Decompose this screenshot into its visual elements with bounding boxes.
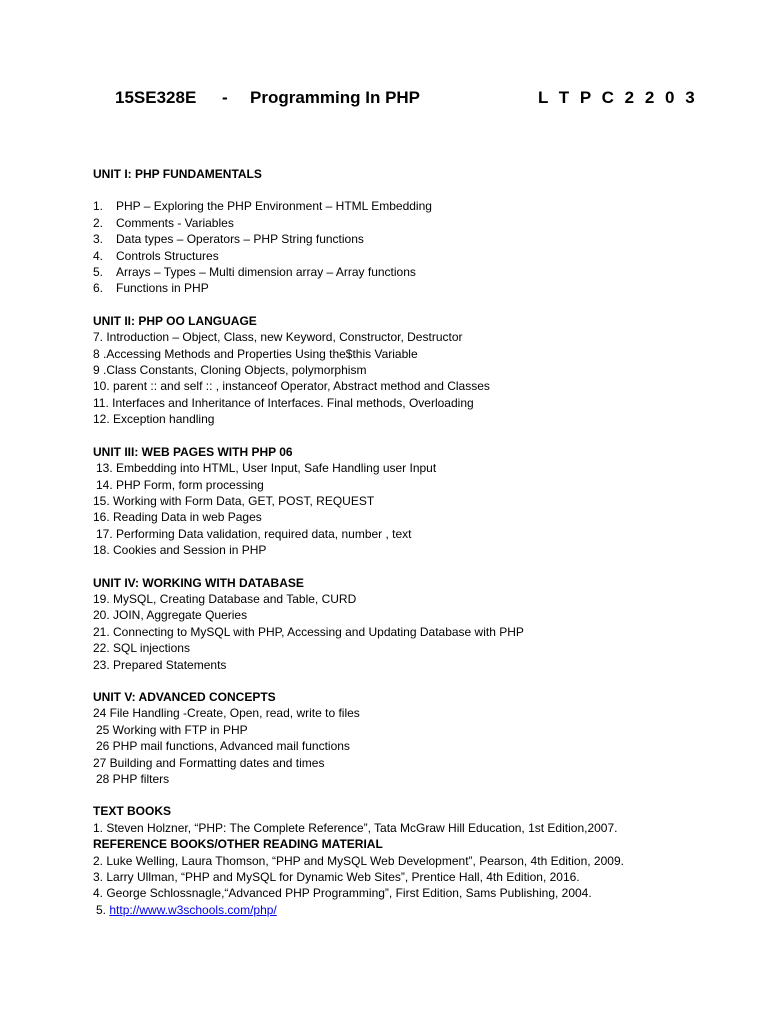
item-number: 2. xyxy=(93,215,104,230)
item-text: Functions in PHP xyxy=(116,281,209,296)
item-text: Comments - Variables xyxy=(116,215,234,230)
unit-3-section xyxy=(93,444,733,559)
text-books-title: TEXT BOOKS xyxy=(93,804,172,819)
course-header xyxy=(115,88,698,114)
list-item: 13. Embedding into HTML, User Input, Safe Handling user Input xyxy=(96,461,437,476)
list-item: 16. Reading Data in web Pages xyxy=(93,510,262,525)
credit-pattern: L T P C 2 2 0 3 xyxy=(538,88,698,107)
list-item: 22. SQL injections xyxy=(93,641,190,656)
item-text: Controls Structures xyxy=(116,248,219,263)
list-item: 8 .Accessing Methods and Properties Using the$this Variable xyxy=(93,346,418,361)
list-item: 7. Introduction – Object, Class, new Keyword, Constructor, Destructor xyxy=(93,330,463,345)
unit-4-section xyxy=(93,575,733,673)
text-book-entry: 1. Steven Holzner, “PHP: The Complete Reference”, Tata McGraw Hill Education, 1st Edition,2007. xyxy=(93,820,618,835)
list-item xyxy=(93,231,733,247)
list-item: 28 PHP filters xyxy=(96,772,170,786)
reference-link-entry xyxy=(93,902,733,918)
item-number: 4. xyxy=(93,248,104,263)
header-dash: - xyxy=(222,88,228,107)
list-item: 15. Working with Form Data, GET, POST, REQUEST xyxy=(93,493,375,508)
unit-2-title: UNIT II: PHP OO LANGUAGE xyxy=(93,313,257,328)
item-number: 3. xyxy=(93,232,104,247)
list-item: 21. Connecting to MySQL with PHP, Accessing and Updating Database with PHP xyxy=(93,624,524,639)
list-item: 24 File Handling -Create, Open, read, write to files xyxy=(93,706,360,721)
unit-3-title: UNIT III: WEB PAGES WITH PHP 06 xyxy=(93,444,293,459)
unit-4-title: UNIT IV: WORKING WITH DATABASE xyxy=(93,575,304,590)
syllabus-content xyxy=(93,166,733,934)
list-item xyxy=(93,280,733,296)
item-text: PHP – Exploring the PHP Environment – HTML Embedding xyxy=(116,199,432,214)
list-item: 19. MySQL, Creating Database and Table, CURD xyxy=(93,591,357,606)
list-item: 18. Cookies and Session in PHP xyxy=(93,543,267,558)
list-item xyxy=(93,198,733,214)
item-text: Data types – Operators – PHP String functions xyxy=(116,232,364,247)
list-item: 10. parent :: and self :: , instanceof Operator, Abstract method and Classes xyxy=(93,379,490,394)
item-number: 5. xyxy=(93,265,104,280)
course-title: Programming In PHP xyxy=(250,88,421,107)
list-item: 23. Prepared Statements xyxy=(93,657,227,672)
list-item: 9 .Class Constants, Cloning Objects, polymorphism xyxy=(93,363,367,378)
list-item: 20. JOIN, Aggregate Queries xyxy=(93,608,248,623)
reference-entry: 3. Larry Ullman, “PHP and MySQL for Dynamic Web Sites”, Prentice Hall, 4th Edition, 2016. xyxy=(93,870,580,885)
w3schools-link[interactable]: http://www.w3schools.com/php/ xyxy=(109,902,277,917)
list-item xyxy=(93,248,733,264)
list-item: 11. Interfaces and Inheritance of Interfaces. Final methods, Overloading xyxy=(93,395,474,410)
list-item xyxy=(93,215,733,231)
reference-entry: 2. Luke Welling, Laura Thomson, “PHP and MySQL Web Development”, Pearson, 4th Edition, 2009. xyxy=(93,853,624,868)
item-number: 1. xyxy=(93,199,104,214)
course-code: 15SE328E xyxy=(115,88,197,107)
list-item: 25 Working with FTP in PHP xyxy=(96,722,248,737)
item-text: Arrays – Types – Multi dimension array – Array functions xyxy=(116,265,416,280)
unit-1-list xyxy=(93,198,733,296)
reference-link-number: 5. xyxy=(96,902,107,917)
list-item: 26 PHP mail functions, Advanced mail functions xyxy=(96,739,350,754)
unit-2-section xyxy=(93,313,733,428)
list-item: 12. Exception handling xyxy=(93,412,215,427)
reference-entry: 4. George Schlossnagle,“Advanced PHP Programming”, First Edition, Sams Publishing, 2004. xyxy=(93,886,592,901)
unit-1-section xyxy=(93,166,733,297)
item-number: 6. xyxy=(93,281,104,296)
list-item: 17. Performing Data validation, required data, number , text xyxy=(96,526,412,541)
list-item xyxy=(93,264,733,280)
books-section xyxy=(93,803,733,918)
list-item: 14. PHP Form, form processing xyxy=(96,477,264,492)
unit-1-title: UNIT I: PHP FUNDAMENTALS xyxy=(93,167,262,181)
unit-5-section xyxy=(93,689,733,787)
list-item: 27 Building and Formatting dates and times xyxy=(93,755,325,770)
unit-5-title: UNIT V: ADVANCED CONCEPTS xyxy=(93,689,276,704)
reference-books-title: REFERENCE BOOKS/OTHER READING MATERIAL xyxy=(93,837,383,852)
